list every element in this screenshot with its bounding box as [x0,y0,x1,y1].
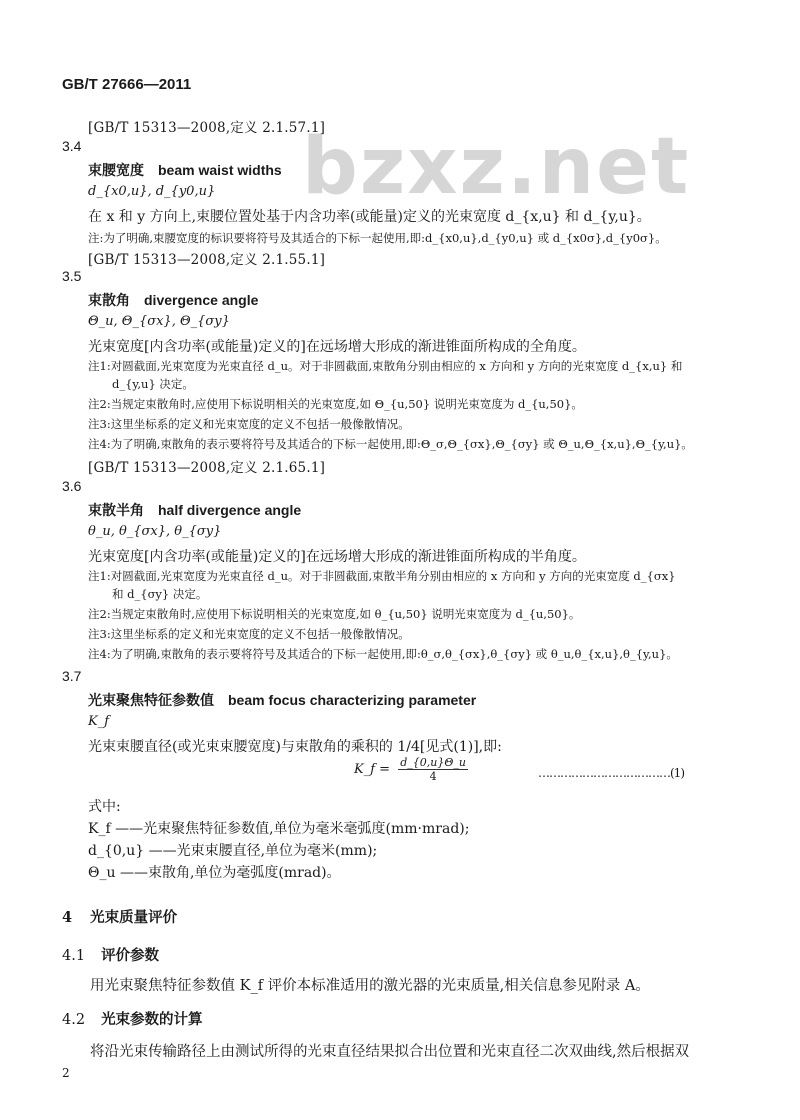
where-label: 式中: [88,799,121,815]
formula [354,756,468,783]
section-heading [62,906,177,927]
formula-fraction [398,756,468,783]
term-en: beam focus characterizing parameter [228,692,477,708]
variable-definition: d_{0,u} ——光束束腰直径,单位为毫米(mm); [88,843,378,859]
term-heading [88,290,258,310]
formula-numerator: d_{0,u}Θ_u [400,756,466,769]
term-definition: 在 x 和 y 方向上,束腰位置处基于内含功率(或能量)定义的光束宽度 d_{x,u} 和 d_{y,u}。 [88,209,651,225]
formula-denominator: 4 [429,770,437,783]
variable-definition: K_f ——光束聚焦特征参数值,单位为毫米毫弧度(mm·mrad); [88,821,470,837]
clause-number: 3.4 [62,138,82,154]
clause-number: 3.5 [62,268,82,284]
subsection-number: 4.2 [62,1012,86,1028]
standard-number: GB/T 27666—2011 [62,76,192,93]
note-1-cont: d_{y,u} 决定。 [112,377,194,391]
note-4: 注4:为了明确,束散角的表示要将符号及其适合的下标一起使用,即:Θ_σ,Θ_{σx},Θ_{σy} 或 Θ_u,Θ_{x,u},Θ_{y,u}。 [88,437,693,451]
term-cn: 束散角 [88,293,130,309]
clause-number: 3.7 [62,668,82,684]
note-3: 注3:这里坐标系的定义和光束宽度的定义不包括一般像散情况。 [88,417,410,431]
reference: [GB/T 15313—2008,定义 2.1.55.1] [88,252,326,268]
note-3: 注3:这里坐标系的定义和光束宽度的定义不包括一般像散情况。 [88,627,410,641]
term-en: half divergence angle [158,502,302,518]
reference: [GB/T 15313—2008,定义 2.1.65.1] [88,460,326,476]
paragraph: 用光束聚焦特征参数值 K_f 评价本标准适用的激光器的光束质量,相关信息参见附录 A。 [90,978,650,994]
subsection-number: 4.1 [62,948,86,964]
note-1: 注1:对圆截面,光束宽度为光束直径 d_u。对于非圆截面,束散半角分别由相应的 x 方向和 y 方向的光束宽度 d_{σx} [88,569,676,583]
term-definition: 光束宽度[内含功率(或能量)定义的]在远场增大形成的渐进锥面所构成的半角度。 [88,549,586,565]
variable-definition: Θ_u ——束散角,单位为毫弧度(mrad)。 [88,865,341,881]
note-4: 注4:为了明确,束散角的表示要将符号及其适合的下标一起使用,即:θ_σ,θ_{σx},θ_{σy} 或 θ_u,θ_{x,u},θ_{y,u}。 [88,647,678,661]
term-definition: 光束宽度[内含功率(或能量)定义的]在远场增大形成的渐进锥面所构成的全角度。 [88,339,586,355]
paragraph: 将沿光束传输路径上由测试所得的光束直径结果拟合出位置和光束直径二次双曲线,然后根据双 [90,1044,690,1060]
formula-lhs: K_f = [354,762,391,777]
clause-number: 3.6 [62,478,82,494]
reference: [GB/T 15313—2008,定义 2.1.57.1] [88,120,326,136]
term-heading [88,160,282,180]
term-heading [88,690,476,710]
section-title: 光束质量评价 [90,909,178,926]
note-2: 注2:当规定束散角时,应使用下标说明相关的光束宽度,如 θ_{u,50} 说明光束宽度为 d_{u,50}。 [88,607,581,621]
note: 注:为了明确,束腰宽度的标识要将符号及其适合的下标一起使用,即:d_{x0,u},d_{y0,u} 或 d_{x0σ},d_{y0σ}。 [88,231,667,245]
term-en: divergence angle [144,292,259,308]
subsection-title: 评价参数 [101,947,160,964]
term-symbols: d_{x0,u}, d_{y0,u} [88,184,216,199]
equation-number: ………………………………(1) [538,766,684,780]
subsection-heading [62,944,159,965]
term-cn: 束腰宽度 [88,163,144,179]
term-symbol: K_f [88,714,110,729]
section-number: 4 [62,909,73,926]
note-2: 注2:当规定束散角时,应使用下标说明相关的光束宽度,如 Θ_{u,50} 说明光束宽度为 d_{u,50}。 [88,397,583,411]
subsection-title: 光束参数的计算 [101,1011,203,1028]
watermark: bzxz.net [302,122,691,212]
term-heading [88,500,301,520]
term-en: beam waist widths [158,162,282,178]
term-definition: 光束束腰直径(或光束束腰宽度)与束散角的乘积的 1/4[见式(1)],即: [88,739,502,755]
page-number: 2 [62,1066,70,1080]
note-1-cont: 和 d_{σy} 决定。 [112,587,208,601]
term-cn: 光束聚焦特征参数值 [88,693,214,709]
term-cn: 束散半角 [88,503,144,519]
term-symbols: Θ_u, Θ_{σx}, Θ_{σy} [88,314,230,329]
subsection-heading [62,1008,203,1029]
term-symbols: θ_u, θ_{σx}, θ_{σy} [88,524,222,539]
note-1: 注1:对圆截面,光束宽度为光束直径 d_u。对于非圆截面,束散角分别由相应的 x 方向和 y 方向的光束宽度 d_{x,u} 和 [88,359,683,373]
